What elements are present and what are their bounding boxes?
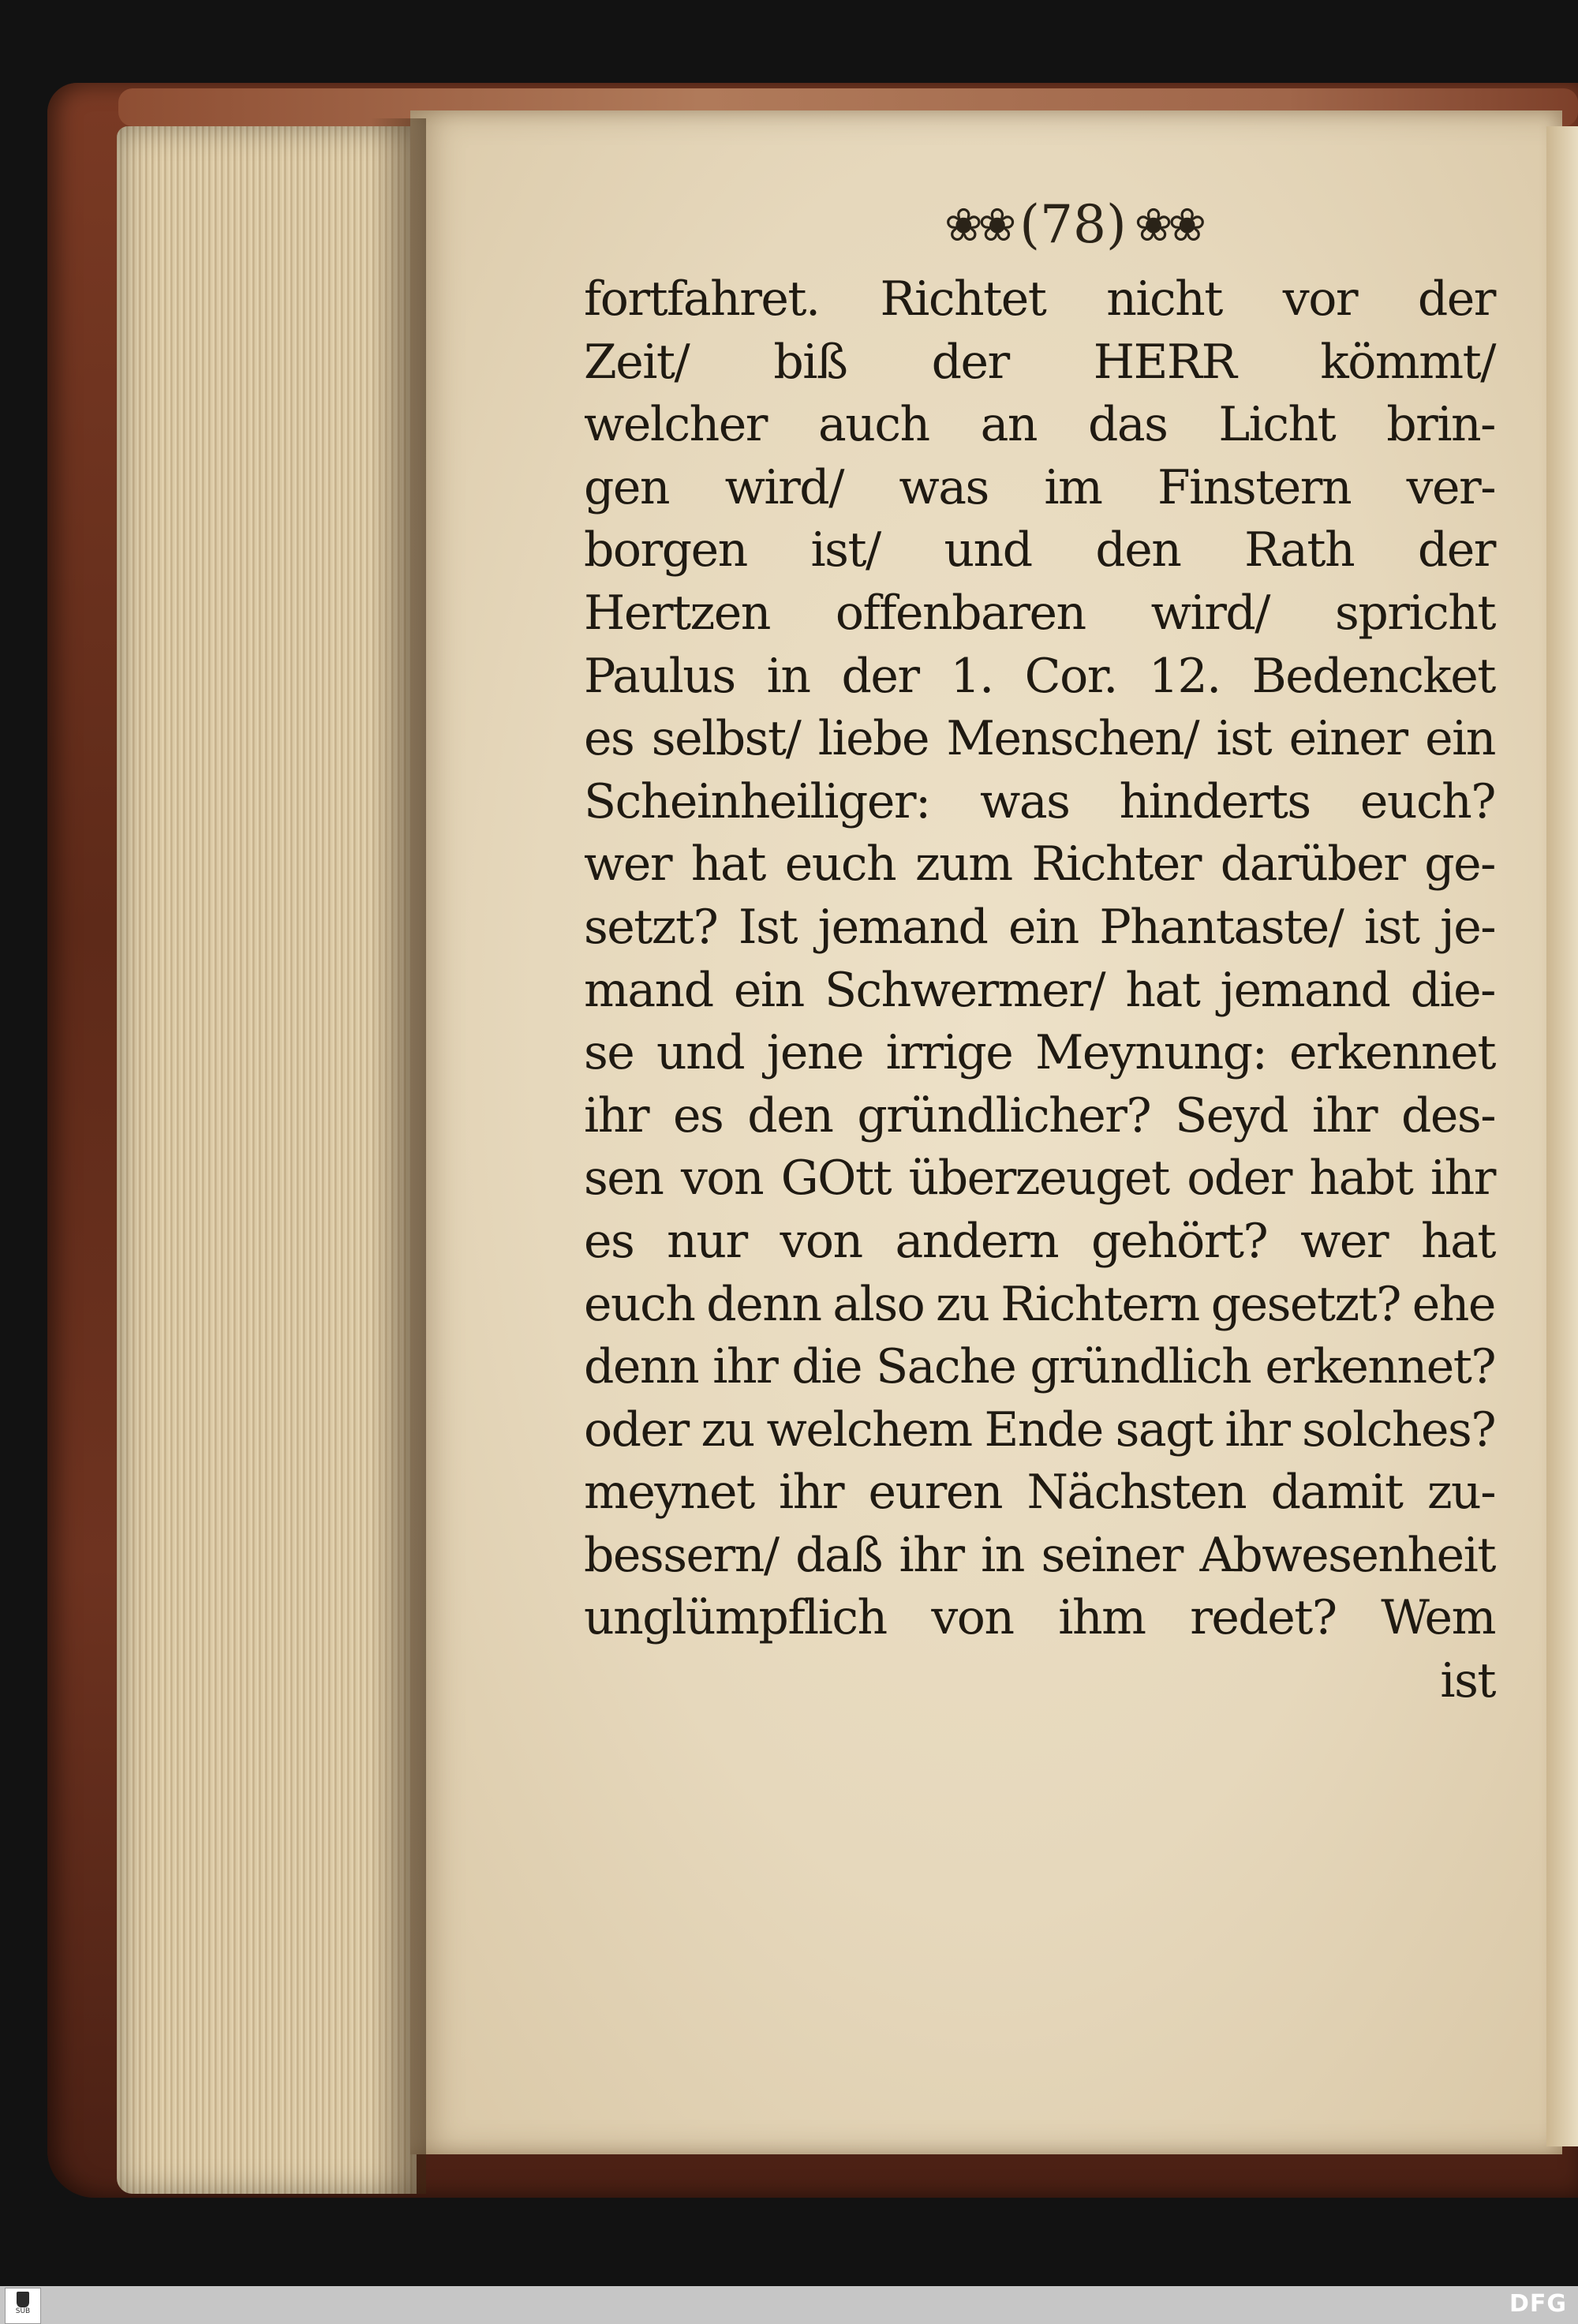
word: denn — [584, 1339, 699, 1395]
word: euren — [868, 1465, 1003, 1521]
word: offenbaren — [835, 585, 1086, 641]
word: und — [656, 1025, 745, 1081]
text-line — [584, 960, 1495, 1023]
word: Nächsten — [1026, 1465, 1247, 1521]
word: Finstern — [1157, 459, 1352, 515]
word: sen — [584, 1151, 664, 1207]
word: an — [980, 397, 1037, 453]
word: Sache — [876, 1339, 1016, 1395]
word: hat — [1125, 962, 1200, 1018]
text-line — [584, 1336, 1495, 1399]
text-line — [584, 394, 1495, 457]
library-crest-icon — [17, 2292, 29, 2307]
word: von — [931, 1590, 1014, 1646]
word: ihr — [1225, 1402, 1290, 1458]
word: ehe — [1412, 1276, 1495, 1332]
word: oder — [584, 1402, 689, 1458]
word: und — [944, 522, 1032, 578]
word: setzt? — [584, 899, 718, 955]
word: Richtern — [1000, 1276, 1199, 1332]
word: ihr — [1430, 1151, 1495, 1207]
word: biß — [773, 334, 847, 390]
body-text — [584, 268, 1495, 1713]
text-line — [584, 1022, 1495, 1085]
word: mand — [584, 962, 713, 1018]
word: jemand — [1220, 962, 1390, 1018]
word: sagt — [1115, 1402, 1213, 1458]
word: der — [931, 334, 1009, 390]
word: jene — [766, 1025, 864, 1081]
word: hinderts — [1119, 773, 1311, 829]
word: Schwermer/ — [824, 962, 1105, 1018]
word: der — [1417, 522, 1495, 578]
word: den — [1095, 522, 1181, 578]
word: je- — [1440, 899, 1495, 955]
text-line — [584, 1147, 1495, 1211]
word: gen — [584, 459, 670, 515]
word: nicht — [1106, 271, 1222, 327]
word: GOtt — [780, 1151, 892, 1207]
word: Seyd — [1175, 1087, 1288, 1143]
text-line — [584, 1274, 1495, 1337]
word: zu — [701, 1402, 754, 1458]
catchword-line — [584, 1650, 1495, 1713]
text-line — [584, 1587, 1495, 1650]
word: euch — [584, 1276, 695, 1332]
word: denn — [706, 1276, 821, 1332]
word: ein — [1008, 899, 1079, 955]
word: Licht — [1218, 397, 1336, 453]
word: welchem — [766, 1402, 972, 1458]
word: Rath — [1244, 522, 1355, 578]
word: hat — [690, 836, 765, 893]
word: brin- — [1386, 397, 1495, 453]
page-number: (78) — [1019, 194, 1127, 255]
word: seiner — [1041, 1527, 1183, 1583]
word: kömmt/ — [1320, 334, 1495, 390]
word: auch — [817, 397, 929, 453]
word: solches? — [1302, 1402, 1495, 1458]
word: ist — [1363, 899, 1419, 955]
word: ist/ — [810, 522, 881, 578]
word: Abwesenheit — [1199, 1527, 1495, 1583]
word: ihr — [584, 1087, 649, 1143]
word: Cor. — [1024, 648, 1117, 704]
word: darüber — [1220, 836, 1405, 893]
text-line — [584, 519, 1495, 582]
word: Scheinheiliger: — [584, 773, 930, 829]
word: damit — [1270, 1465, 1403, 1521]
text-line — [584, 1399, 1495, 1462]
word: Bedencket — [1251, 648, 1495, 704]
word: gesetzt? — [1210, 1276, 1400, 1332]
text-line — [584, 1525, 1495, 1588]
word: gründlicher? — [857, 1087, 1151, 1143]
word: liebe — [817, 711, 929, 767]
library-logo — [5, 2288, 41, 2324]
word: in — [766, 648, 810, 704]
word: euch? — [1359, 773, 1495, 829]
word: Richter — [1031, 836, 1201, 893]
word: vor — [1282, 271, 1357, 327]
text-line — [584, 708, 1495, 771]
word: das — [1087, 397, 1168, 453]
word: Phantaste/ — [1099, 899, 1344, 955]
word: überzeuget — [908, 1151, 1169, 1207]
word: nur — [667, 1213, 747, 1269]
word: ein — [1425, 711, 1495, 767]
text-line — [584, 457, 1495, 520]
word: spricht — [1335, 585, 1495, 641]
word: Wem — [1381, 1590, 1495, 1646]
word: HERR — [1093, 334, 1236, 390]
word: welcher — [584, 397, 767, 453]
word: ge- — [1424, 836, 1495, 893]
word: einer — [1288, 711, 1408, 767]
word: ihm — [1058, 1590, 1146, 1646]
word: gehört? — [1091, 1213, 1268, 1269]
word: wird/ — [724, 459, 843, 515]
word: unglümpflich — [584, 1590, 887, 1646]
text-line — [584, 1461, 1495, 1525]
word: hat — [1420, 1213, 1495, 1269]
word: also — [832, 1276, 925, 1332]
word: den — [747, 1087, 833, 1143]
text-line — [584, 582, 1495, 646]
word: se — [584, 1025, 634, 1081]
library-logo-label: SUB — [15, 2307, 31, 2315]
text-line — [584, 833, 1495, 896]
word: daß — [795, 1527, 882, 1583]
text-line — [584, 771, 1495, 834]
word: wer — [1300, 1213, 1389, 1269]
word: wird/ — [1150, 585, 1270, 641]
page-header — [868, 189, 1278, 260]
word: was — [979, 773, 1070, 829]
word: selbst/ — [651, 711, 801, 767]
word: des- — [1401, 1087, 1495, 1143]
word: bessern/ — [584, 1527, 779, 1583]
word: meynet — [584, 1465, 754, 1521]
word: der — [1417, 271, 1495, 327]
catchword: ist — [1440, 1653, 1495, 1709]
word: Ist — [738, 899, 797, 955]
word: gründlich — [1030, 1339, 1251, 1395]
viewer-footer-bar — [0, 2286, 1578, 2324]
word: 12. — [1148, 648, 1221, 704]
text-line — [584, 1085, 1495, 1148]
word: die- — [1410, 962, 1495, 1018]
word: Ende — [984, 1402, 1103, 1458]
word: Menschen/ — [946, 711, 1199, 767]
word: von — [681, 1151, 764, 1207]
word: Zeit/ — [584, 334, 690, 390]
word: es — [584, 1213, 634, 1269]
gutter-shadow — [371, 118, 426, 2194]
text-line — [584, 268, 1495, 331]
word: fortfahret. — [584, 271, 820, 327]
word: redet? — [1190, 1590, 1337, 1646]
word: was — [899, 459, 989, 515]
word: von — [780, 1213, 862, 1269]
word: wer — [584, 836, 672, 893]
word: es — [584, 711, 634, 767]
word: zu — [936, 1276, 989, 1332]
word: habt — [1309, 1151, 1413, 1207]
header-ornament-left: ❀❀ — [944, 198, 1012, 252]
header-ornament-right: ❀❀ — [1134, 198, 1202, 252]
word: andern — [895, 1213, 1059, 1269]
word: euch — [784, 836, 896, 893]
text-line — [584, 331, 1495, 395]
word: in — [981, 1527, 1024, 1583]
word: ihr — [779, 1465, 844, 1521]
text-line — [584, 646, 1495, 709]
word: ihr — [712, 1339, 778, 1395]
word: im — [1044, 459, 1102, 515]
word: es — [673, 1087, 724, 1143]
dfg-brand: DFG — [1509, 2290, 1567, 2318]
word: die — [791, 1339, 862, 1395]
word: zum — [915, 836, 1012, 893]
word: Paulus — [584, 648, 735, 704]
word: der — [841, 648, 919, 704]
word: Hertzen — [584, 585, 770, 641]
word: irrige — [885, 1025, 1013, 1081]
text-line — [584, 1211, 1495, 1274]
word: oder — [1187, 1151, 1292, 1207]
word: jemand — [817, 899, 988, 955]
word: ist — [1216, 711, 1272, 767]
word: ein — [733, 962, 804, 1018]
page-gutter — [1546, 126, 1578, 2146]
word: ver- — [1406, 459, 1495, 515]
word: erkennet — [1288, 1025, 1495, 1081]
text-line — [584, 896, 1495, 960]
word: Richtet — [880, 271, 1046, 327]
word: borgen — [584, 522, 747, 578]
word: ihr — [1312, 1087, 1378, 1143]
word: zu- — [1427, 1465, 1495, 1521]
word: ihr — [899, 1527, 964, 1583]
word: 1. — [950, 648, 993, 704]
word: erkennet? — [1265, 1339, 1495, 1395]
word: Meynung: — [1034, 1025, 1267, 1081]
